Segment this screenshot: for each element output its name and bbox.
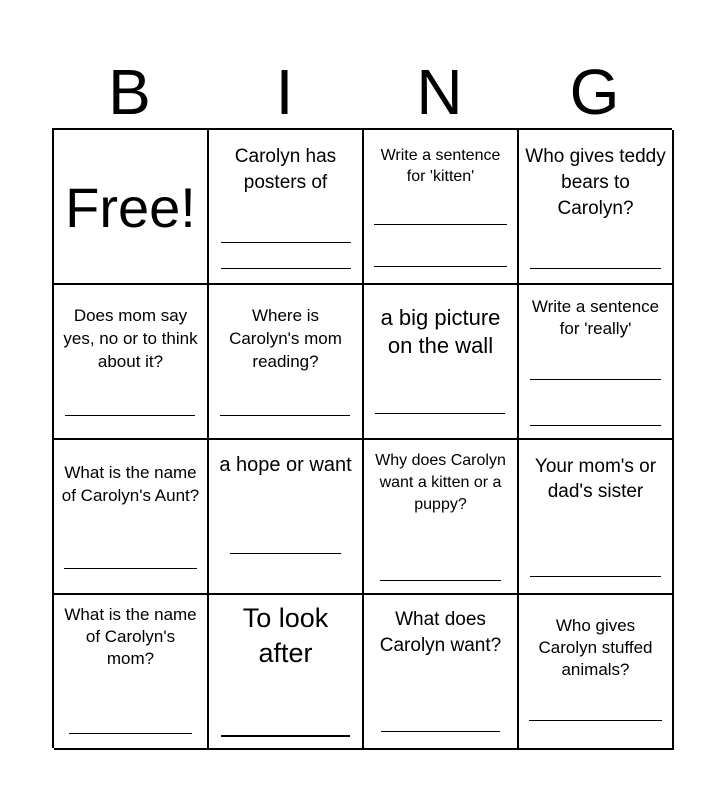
answer-line (530, 379, 661, 380)
answer-line (220, 415, 350, 416)
cell-text: Write a sentence for 'kitten' (380, 147, 501, 185)
bingo-grid (52, 128, 672, 748)
bingo-cell[interactable] (209, 285, 364, 440)
answer-line (65, 415, 195, 416)
bingo-cell[interactable] (519, 440, 674, 595)
cell-text: a hope or want (219, 454, 352, 476)
bingo-cell[interactable] (209, 130, 364, 285)
answer-line (530, 268, 661, 269)
bingo-cell[interactable] (519, 285, 674, 440)
answer-line (381, 731, 500, 732)
cell-text: Carolyn has posters of (234, 146, 337, 193)
answer-line (530, 576, 661, 577)
cell-text: Does mom say yes, no or to think about it? (63, 306, 198, 371)
answer-line (69, 733, 192, 734)
cell-text: Why does Carolyn want a kitten or a puppy? (375, 452, 506, 513)
header-letter-n: N (416, 56, 463, 128)
answer-line (380, 580, 501, 581)
cell-text: Who gives teddy bears to Carolyn? (525, 146, 666, 219)
answer-line (374, 266, 507, 267)
cell-text: What is the name of Carolyn's Aunt? (61, 463, 200, 505)
answer-line (374, 224, 507, 225)
bingo-cell[interactable] (519, 130, 674, 285)
cell-text: Write a sentence for 'really' (531, 297, 660, 338)
bingo-header (52, 55, 672, 129)
cell-text: What does Carolyn want? (379, 609, 502, 656)
header-letter-g: G (569, 56, 620, 128)
header-letter-i: I (275, 56, 294, 128)
cell-text: Who gives Carolyn stuffed animals? (538, 616, 653, 679)
cell-text: a big picture on the wall (380, 305, 501, 358)
bingo-cell[interactable] (364, 285, 519, 440)
bingo-cell[interactable] (519, 595, 674, 750)
cell-text: What is the name of Carolyn's mom? (64, 605, 197, 668)
answer-line (230, 553, 341, 554)
answer-line (221, 268, 351, 269)
answer-line (530, 425, 661, 426)
header-letter-b: B (108, 56, 151, 128)
answer-line (529, 720, 662, 721)
cell-text: Your mom's or dad's sister (534, 456, 657, 502)
cell-text: Where is Carolyn's mom reading? (229, 306, 342, 371)
free-space-label: Free! (65, 176, 196, 239)
cell-text: To look after (242, 603, 329, 668)
bingo-cell[interactable] (364, 595, 519, 750)
bingo-cell[interactable] (209, 440, 364, 595)
bingo-cell[interactable] (54, 440, 209, 595)
bingo-cell[interactable] (364, 440, 519, 595)
answer-line (221, 735, 350, 737)
answer-line (64, 568, 197, 569)
bingo-cell[interactable] (54, 595, 209, 750)
bingo-cell[interactable] (364, 130, 519, 285)
bingo-cell-free[interactable] (54, 130, 209, 285)
answer-line (221, 242, 351, 243)
bingo-cell[interactable] (54, 285, 209, 440)
bingo-cell[interactable] (209, 595, 364, 750)
answer-line (375, 413, 505, 414)
